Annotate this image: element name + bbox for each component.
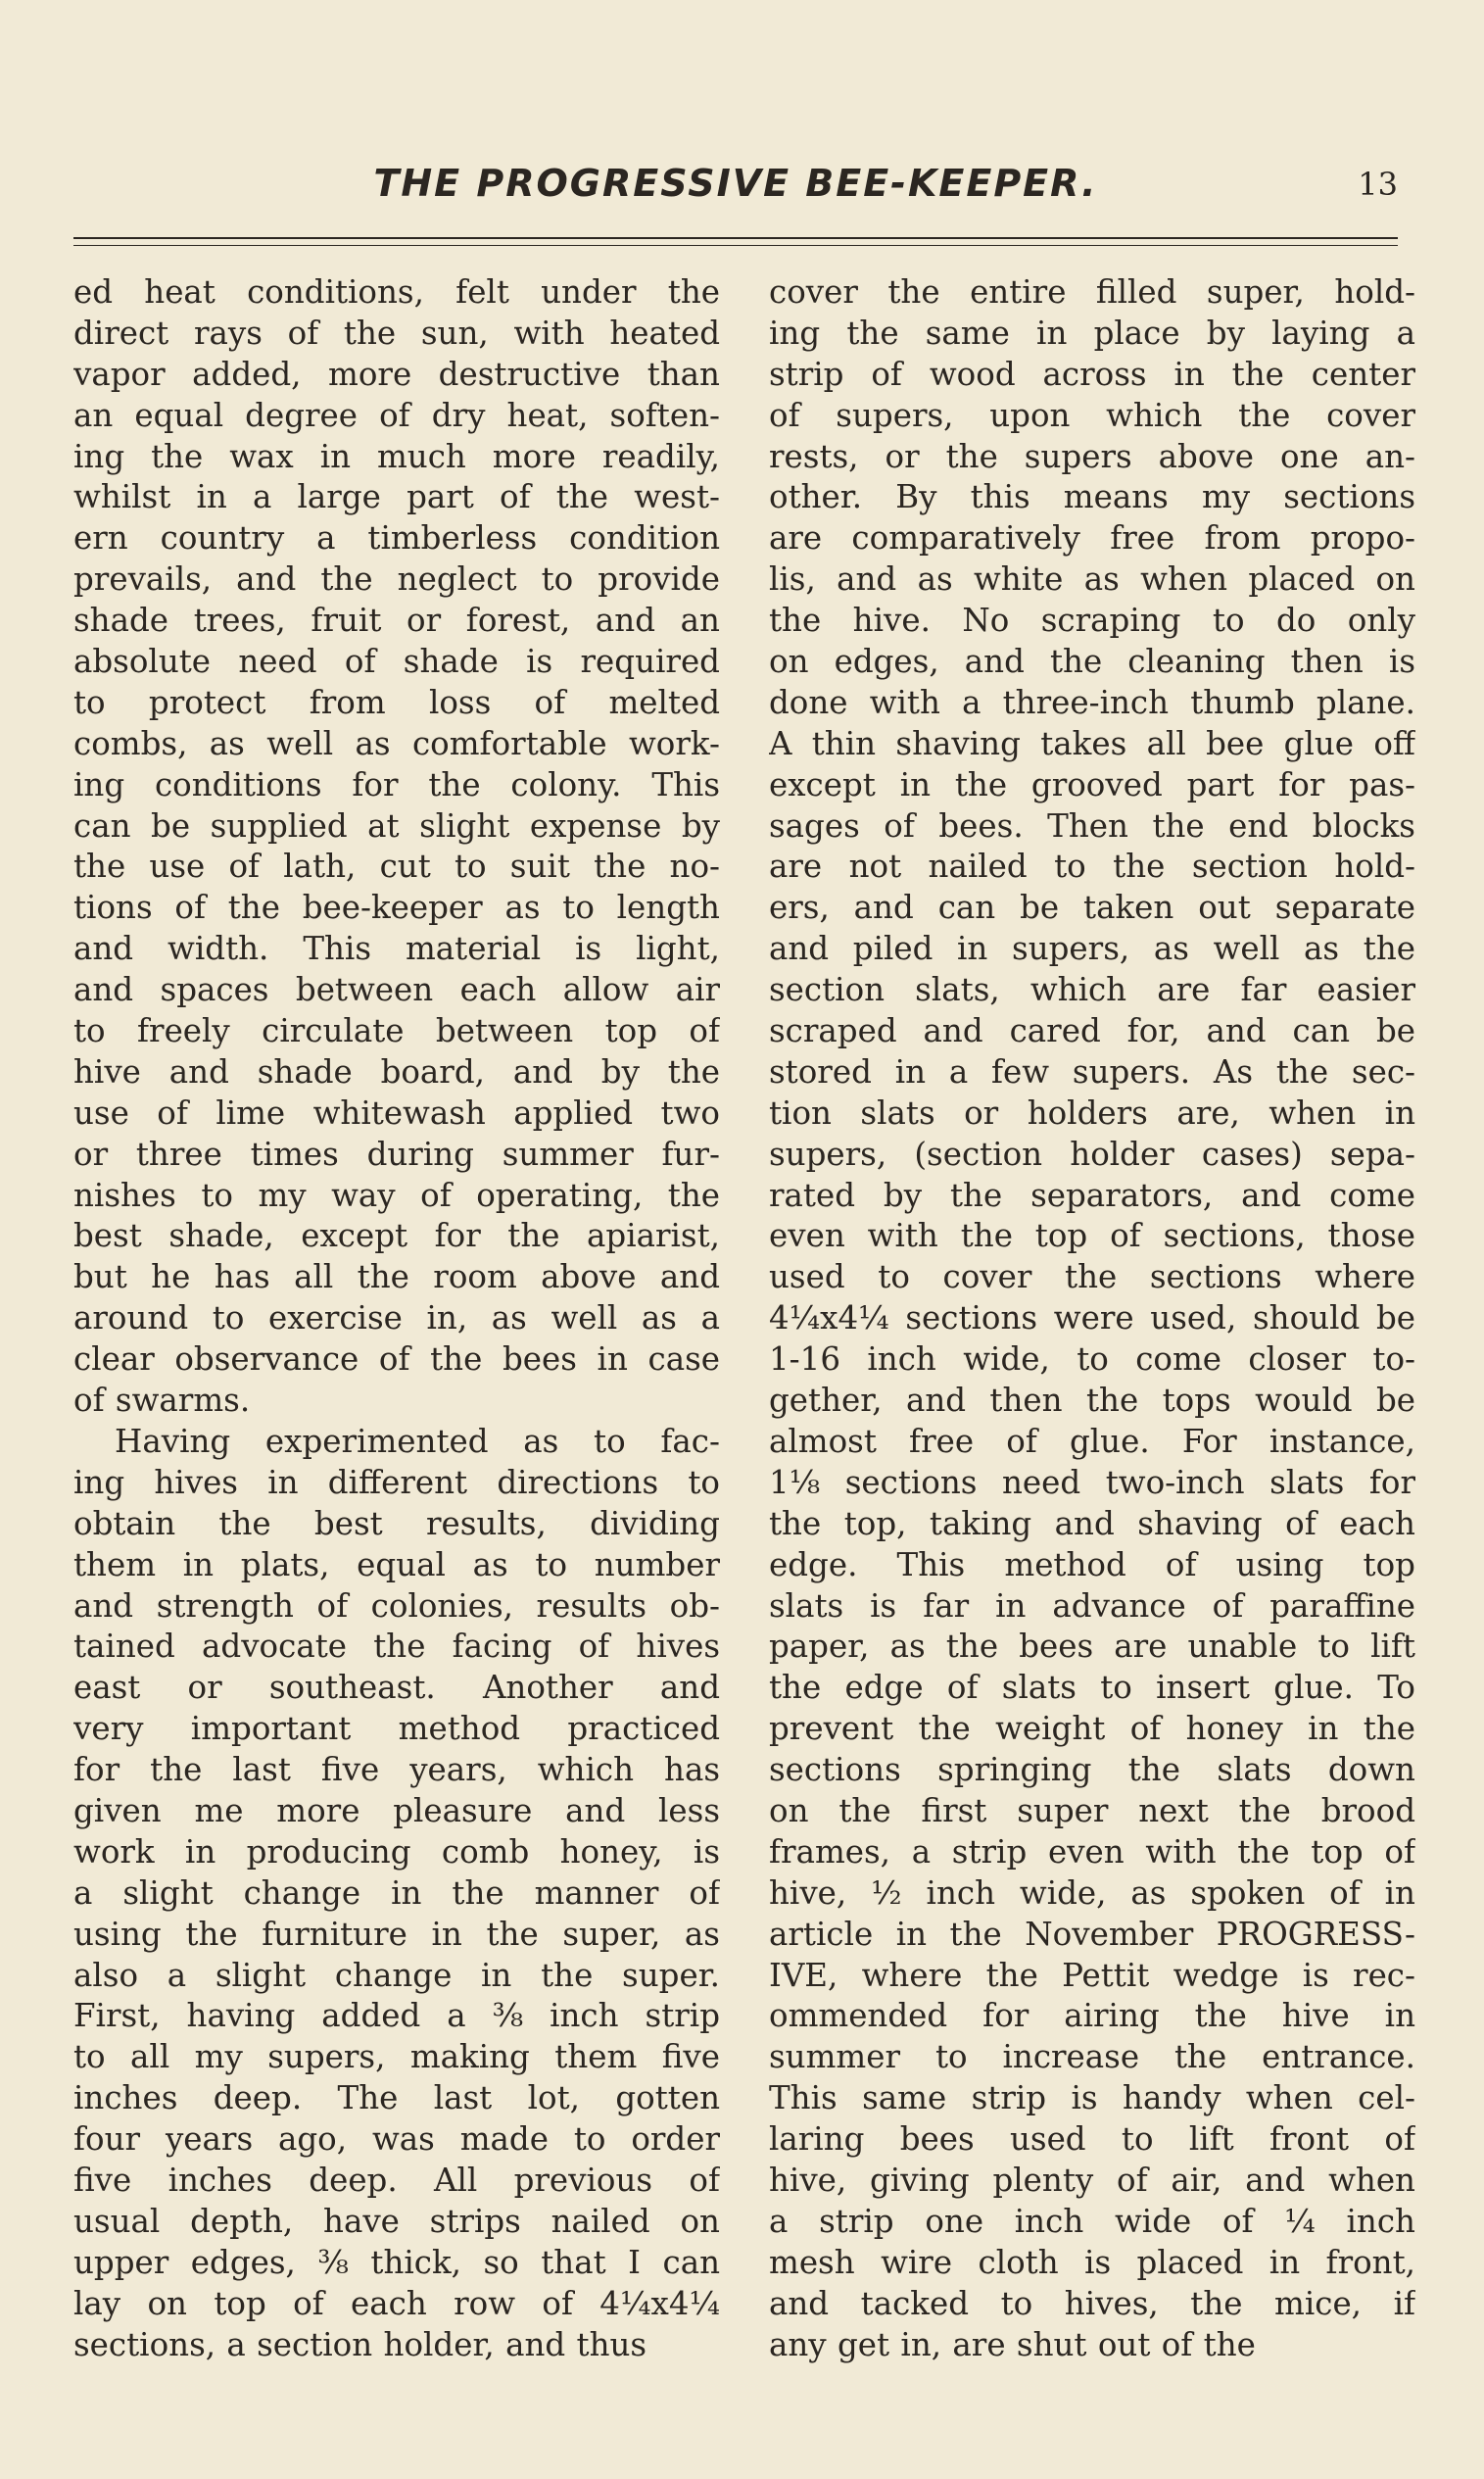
text-line: best shade, except for the apiarist, — [73, 1217, 720, 1255]
text-line: for the last five years, which has — [73, 1751, 720, 1789]
text-line: usual depth, have strips nailed on — [73, 2202, 720, 2240]
text-line: five inches deep. All previous of — [73, 2161, 720, 2199]
text-line: a strip one inch wide of ¼ inch — [769, 2202, 1415, 2240]
text-line: using the furniture in the super, as — [73, 1915, 720, 1953]
text-line: an equal degree of dry heat, soften- — [73, 396, 720, 434]
header-rule — [73, 237, 1398, 239]
text-line: the hive. No scraping to do only — [769, 602, 1415, 640]
text-line: obtain the best results, dividing — [73, 1504, 720, 1542]
text-line: hive, giving plenty of air, and when — [769, 2161, 1415, 2199]
text-line: ommended for airing the hive in — [769, 1997, 1415, 2035]
text-line: ing conditions for the colony. This — [73, 765, 720, 803]
text-line: a slight change in the manner of — [73, 1873, 720, 1912]
text-line: very important method practiced — [73, 1710, 720, 1748]
text-line: slats is far in advance of paraffine — [769, 1586, 1415, 1625]
text-line: combs, as well as comfortable work- — [73, 724, 720, 762]
text-line: are comparatively free from propo- — [769, 519, 1415, 558]
text-line: upper edges, ⅜ thick, so that I can — [73, 2243, 720, 2281]
text-line: hive and shade board, and by the — [73, 1052, 720, 1091]
text-line: tions of the bee-keeper as to length — [73, 889, 720, 927]
text-line: gether, and then the tops would be — [769, 1382, 1415, 1420]
text-line: of swarms. — [73, 1382, 251, 1420]
text-line: laring bees used to lift front of — [769, 2120, 1415, 2159]
text-line: frames, a strip even with the top of — [769, 1832, 1415, 1871]
text-line: east or southeast. Another and — [73, 1669, 720, 1707]
text-line: prevent the weight of honey in the — [769, 1710, 1415, 1748]
text-line: any get in, are shut out of the — [769, 2325, 1256, 2363]
text-line: rests, or the supers above one an- — [769, 437, 1415, 475]
text-line: whilst in a large part of the west- — [73, 478, 720, 516]
text-line: on the first super next the brood — [769, 1791, 1415, 1829]
text-line: Having experimented as to fac- — [115, 1422, 720, 1460]
text-line: scraped and cared for, and can be — [769, 1012, 1415, 1050]
text-line: sections springing the slats down — [769, 1751, 1415, 1789]
text-line: ing the wax in much more readily, — [73, 437, 720, 475]
text-line: the edge of slats to insert glue. To — [769, 1669, 1415, 1707]
text-line: of supers, upon which the cover — [769, 396, 1415, 434]
text-line: summer to increase the entrance. — [769, 2038, 1415, 2076]
text-line: ern country a timberless condition — [73, 519, 720, 558]
text-line: First, having added a ⅜ inch strip — [73, 1997, 720, 2035]
page-header — [73, 162, 1398, 220]
text-line: 4¼x4¼ sections were used, should be — [769, 1299, 1415, 1337]
text-line: to all my supers, making them five — [73, 2038, 720, 2076]
header-rule-thin — [73, 245, 1398, 246]
text-line: supers, (section holder cases) sepa- — [769, 1135, 1415, 1173]
text-line: sections, a section holder, and thus — [73, 2325, 647, 2363]
text-line: ing the same in place by laying a — [769, 314, 1415, 352]
left-column — [73, 272, 720, 2365]
text-line: and strength of colonies, results ob- — [73, 1586, 720, 1625]
text-line: can be supplied at slight expense by — [73, 806, 720, 845]
text-line: and tacked to hives, the mice, if — [769, 2284, 1415, 2322]
text-line: done with a three-inch thumb plane. — [769, 683, 1415, 721]
text-line: work in producing comb honey, is — [73, 1832, 720, 1871]
text-line: tained advocate the facing of hives — [73, 1628, 720, 1666]
text-line: other. By this means my sections — [769, 478, 1415, 516]
text-line: rated by the separators, and come — [769, 1176, 1415, 1214]
text-line: tion slats or holders are, when in — [769, 1094, 1415, 1132]
text-line: on edges, and the cleaning then is — [769, 643, 1415, 681]
text-line: IVE, where the Pettit wedge is rec- — [769, 1956, 1415, 1994]
text-line: and width. This material is light, — [73, 930, 720, 968]
text-line: cover the entire filled super, hold- — [769, 273, 1415, 311]
text-line: also a slight change in the super. — [73, 1956, 720, 1994]
text-line: shade trees, fruit or forest, and an — [73, 602, 720, 640]
text-line: lis, and as white as when placed on — [769, 560, 1415, 599]
text-line: sages of bees. Then the end blocks — [769, 806, 1415, 845]
text-line: paper, as the bees are unable to lift — [769, 1628, 1415, 1666]
text-line: the use of lath, cut to suit the no- — [73, 848, 720, 886]
running-title: THE PROGRESSIVE BEE-KEEPER. — [373, 162, 1098, 205]
text-line: given me more pleasure and less — [73, 1791, 720, 1829]
text-line: direct rays of the sun, with heated — [73, 314, 720, 352]
text-line: ed heat conditions, felt under the — [73, 273, 720, 311]
text-line: 1-16 inch wide, to come closer to- — [769, 1340, 1415, 1379]
text-line: lay on top of each row of 4¼x4¼ — [73, 2284, 720, 2322]
text-line: inches deep. The last lot, gotten — [73, 2079, 720, 2117]
text-line: ing hives in different directions to — [73, 1463, 720, 1501]
text-line: four years ago, was made to order — [73, 2120, 720, 2159]
text-line: them in plats, equal as to number — [73, 1545, 720, 1583]
text-line: are not nailed to the section hold- — [769, 848, 1415, 886]
text-line: strip of wood across in the center — [769, 355, 1415, 393]
text-line: 1⅛ sections need two-inch slats for — [769, 1463, 1415, 1501]
text-line: ers, and can be taken out separate — [769, 889, 1415, 927]
text-line: even with the top of sections, those — [769, 1217, 1415, 1255]
text-line: or three times during summer fur- — [73, 1135, 720, 1173]
text-line: and piled in supers, as well as the — [769, 930, 1415, 968]
text-line: almost free of glue. For instance, — [769, 1422, 1415, 1460]
text-line: the top, taking and shaving of each — [769, 1504, 1415, 1542]
text-line: except in the grooved part for pas- — [769, 765, 1415, 803]
text-line: to freely circulate between top of — [73, 1012, 720, 1050]
text-line: hive, ½ inch wide, as spoken of in — [769, 1873, 1415, 1912]
text-line: and spaces between each allow air — [73, 971, 720, 1009]
right-column — [769, 272, 1415, 2365]
text-line: use of lime whitewash applied two — [73, 1094, 720, 1132]
text-line: article in the November PROGRESS- — [769, 1915, 1415, 1953]
text-line: edge. This method of using top — [769, 1545, 1415, 1583]
page-number: 13 — [1358, 166, 1398, 203]
text-line: but he has all the room above and — [73, 1258, 720, 1296]
text-line: A thin shaving takes all bee glue off — [769, 724, 1415, 762]
text-line: mesh wire cloth is placed in front, — [769, 2243, 1415, 2281]
text-line: absolute need of shade is required — [73, 643, 720, 681]
text-line: used to cover the sections where — [769, 1258, 1415, 1296]
text-line: prevails, and the neglect to provide — [73, 560, 720, 599]
text-line: to protect from loss of melted — [73, 683, 720, 721]
text-line: section slats, which are far easier — [769, 971, 1415, 1009]
text-line: This same strip is handy when cel- — [769, 2079, 1415, 2117]
text-line: vapor added, more destructive than — [73, 355, 720, 393]
text-line: clear observance of the bees in case — [73, 1340, 720, 1379]
text-line: stored in a few supers. As the sec- — [769, 1052, 1415, 1091]
text-line: around to exercise in, as well as a — [73, 1299, 720, 1337]
text-line: nishes to my way of operating, the — [73, 1176, 720, 1214]
